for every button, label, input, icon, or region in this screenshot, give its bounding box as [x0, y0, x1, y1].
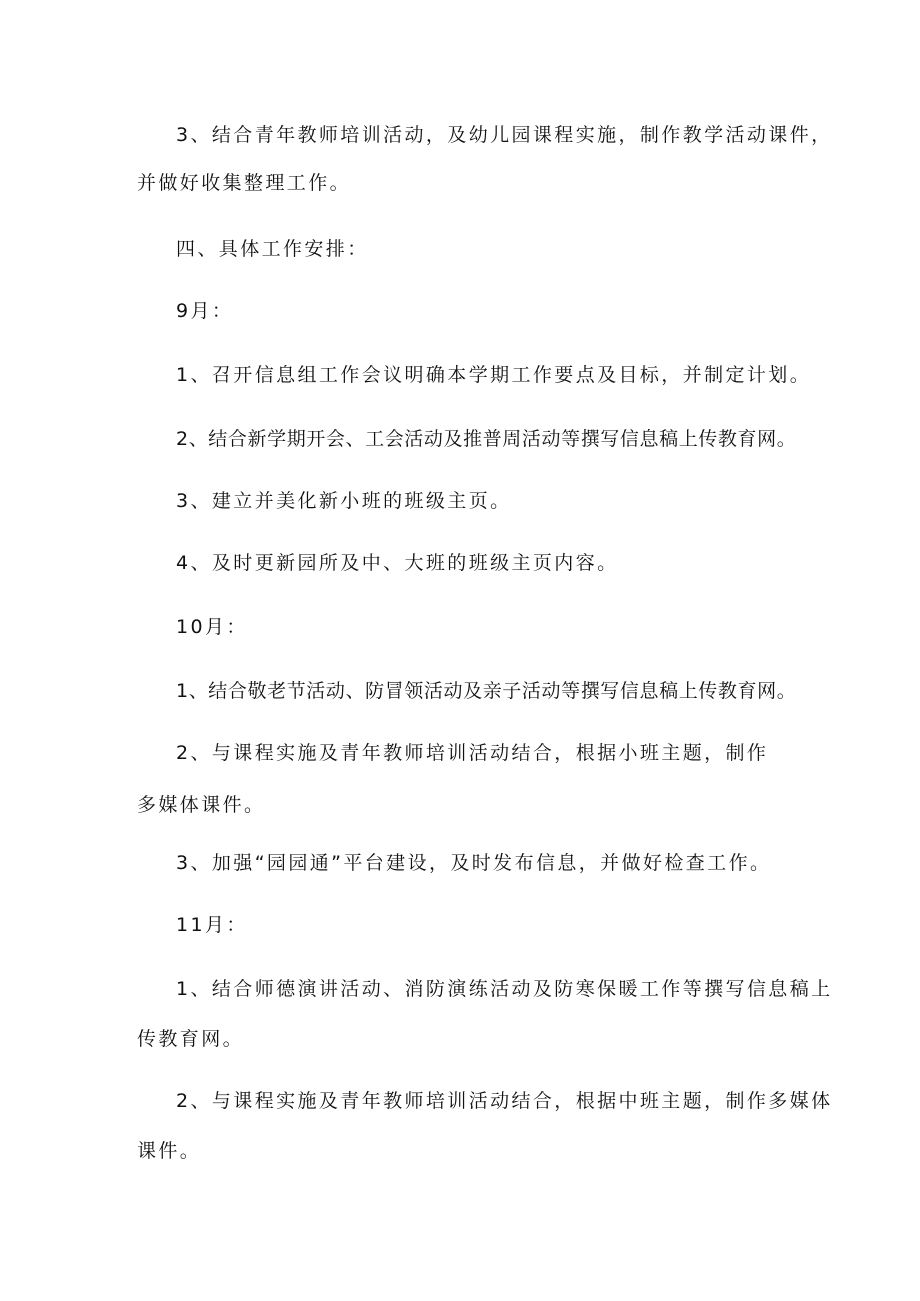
paragraph-line: 课件。 — [137, 1140, 202, 1162]
paragraph-line: 2、结合新学期开会、工会活动及推普周活动等撰写信息稿上传教育网。 — [176, 428, 797, 450]
paragraph-line: 2、与课程实施及青年教师培训活动结合，根据小班主题，制作 — [176, 742, 769, 764]
paragraph-line: 3、建立并美化新小班的班级主页。 — [176, 490, 512, 512]
paragraph-line: 传教育网。 — [137, 1028, 245, 1050]
section-heading: 四、具体工作安排： — [176, 238, 369, 260]
paragraph-line: 并做好收集整理工作。 — [137, 172, 352, 194]
month-heading: 11月： — [176, 914, 248, 936]
month-heading: 9月： — [176, 300, 234, 322]
paragraph-line: 2、与课程实施及青年教师培训活动结合，根据中班主题，制作多媒体 — [176, 1090, 833, 1112]
paragraph-line: 3、结合青年教师培训活动，及幼儿园课程实施，制作教学活动课件， — [176, 124, 833, 146]
paragraph-line: 1、结合敬老节活动、防冒领活动及亲子活动等撰写信息稿上传教育网。 — [176, 680, 797, 702]
month-heading: 10月： — [176, 616, 248, 638]
paragraph-line: 1、结合师德演讲活动、消防演练活动及防寒保暖工作等撰写信息稿上 — [176, 978, 833, 1000]
paragraph-line: 多媒体课件。 — [137, 794, 266, 816]
paragraph-line: 3、加强“园园通”平台建设，及时发布信息，并做好检查工作。 — [176, 852, 772, 874]
paragraph-line: 4、及时更新园所及中、大班的班级主页内容。 — [176, 552, 619, 574]
paragraph-line: 1、召开信息组工作会议明确本学期工作要点及目标，并制定计划。 — [176, 364, 812, 386]
